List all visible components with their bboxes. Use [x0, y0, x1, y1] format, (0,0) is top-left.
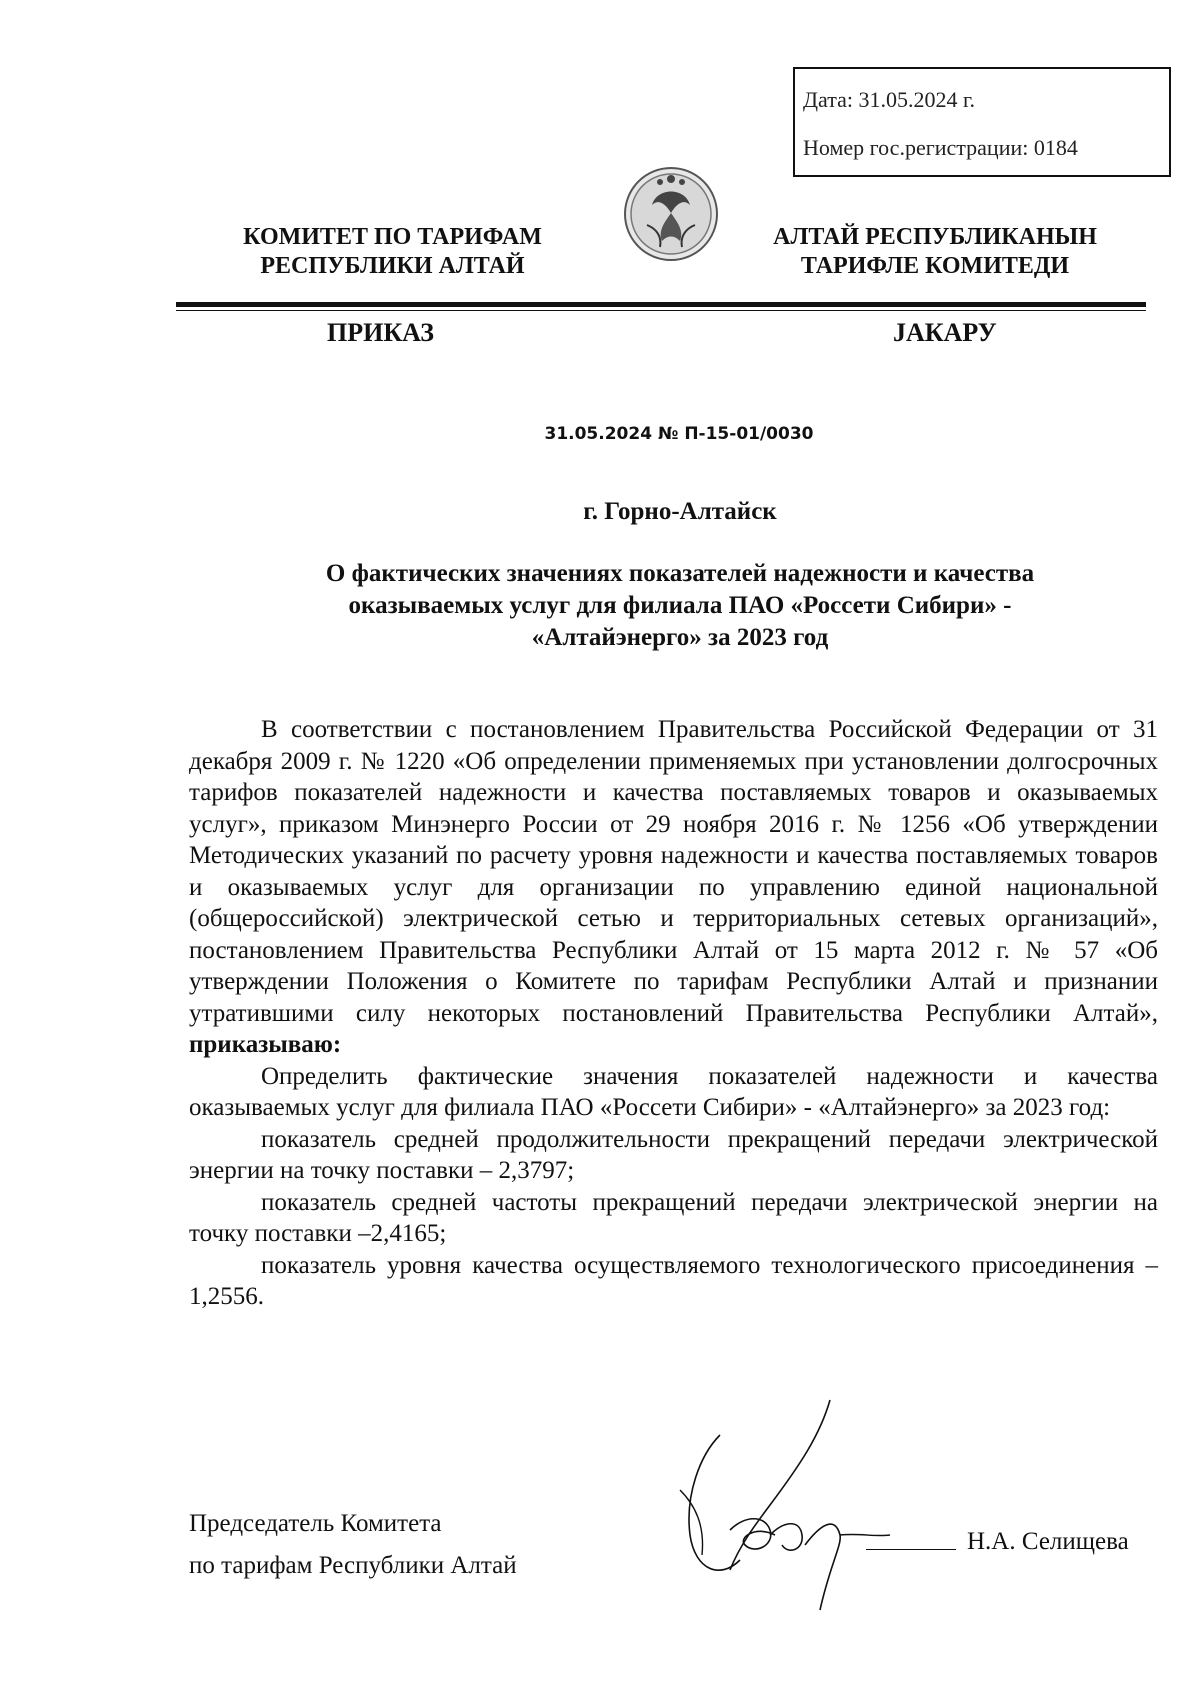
registration-date: Дата: 31.05.2024 г.	[803, 87, 976, 112]
coat-of-arms-icon	[622, 165, 720, 263]
document-city: г. Горно-Алтайск	[583, 498, 777, 525]
title-line-1: О фактических значениях показателей надежности и качества	[325, 560, 1035, 587]
org-ru-line-2: РЕСПУБЛИКИ АЛТАЙ	[260, 253, 525, 279]
signer-name: Н.А. Селищева	[967, 1528, 1129, 1555]
document-body	[189, 714, 1158, 1313]
preamble-paragraph	[189, 714, 1158, 1061]
header-rule-thin	[176, 310, 1146, 311]
header-rule-thick	[176, 302, 1146, 307]
document-title	[225, 558, 1135, 654]
organization-name-russian	[225, 223, 560, 281]
signer-position-line-2: по тарифам Республики Алтай	[189, 1552, 517, 1579]
indicator-paragraph-2: показатель средней частоты прекращений передачи электрической энергии на точку поставки –2,4165;	[189, 1188, 1158, 1247]
org-alt-line-2: ТАРИФЛЕ КОМИТЕДИ	[800, 253, 1070, 279]
registration-number: Номер гос.регистрации: 0184	[803, 135, 1078, 160]
document-date-number: 31.05.2024 № П-15-01/0030	[544, 424, 814, 444]
signer-position-line-1: Председатель Комитета	[189, 1510, 442, 1537]
indicator-paragraph-3: показатель уровня качества осуществляемого технологического присоединения – 1,2556.	[189, 1251, 1158, 1310]
title-line-3: «Алтайэнерго» за 2023 год	[531, 624, 829, 651]
registration-stamp	[793, 67, 1171, 177]
signature-underline	[866, 1549, 956, 1550]
indicator-paragraph-1: показатель средней продолжительности прекращений передачи электрической энергии на точку поставки – 2,3797;	[189, 1125, 1158, 1184]
determine-paragraph: Определить фактические значения показателей надежности и качества оказываемых услуг для филиала ПАО «Россети Сибири» - «Алтайэнерго» за 2023 год:	[189, 1062, 1158, 1121]
org-ru-line-1: КОМИТЕТ ПО ТАРИФАМ	[243, 224, 542, 250]
title-line-2: оказываемых услуг для филиала ПАО «Россети Сибири» -	[348, 592, 1012, 619]
signer-position	[189, 1503, 517, 1587]
order-word: приказываю:	[189, 1031, 342, 1058]
org-alt-line-1: АЛТАЙ РЕСПУБЛИКАНЫН	[773, 224, 1097, 250]
organization-name-altai	[750, 223, 1120, 281]
handwritten-signature	[660, 1395, 960, 1625]
document-type-russian: ПРИКАЗ	[327, 318, 435, 347]
document-type-altai: JАКАРУ	[893, 318, 997, 347]
preamble-text: В соответствии с постановлением Правительства Российской Федерации от 31 декабря 2009 г. № 1220 «Об определении применяемых при установлении долгосрочных тарифов показателей надежности и качества поставляемых товаров и оказываемых услуг», приказом Минэнерго России от 29 ноября 2016 г. № 1256 «Об утверждении Методических указаний по расчету уровня надежности и качества поставляемых товаров и оказываемых услуг для организации по управлению единой национальной (общероссийской) электрической сетью и территориальных сетевых организаций», постановлением Правительства Республики Алтай от 15 марта 2012 г. № 57 «Об утверждении Положения о Комитете по тарифам Республики Алтай и признании утратившими силу некоторых постановлений Правительства Республики Алтай»,	[189, 716, 1158, 1027]
